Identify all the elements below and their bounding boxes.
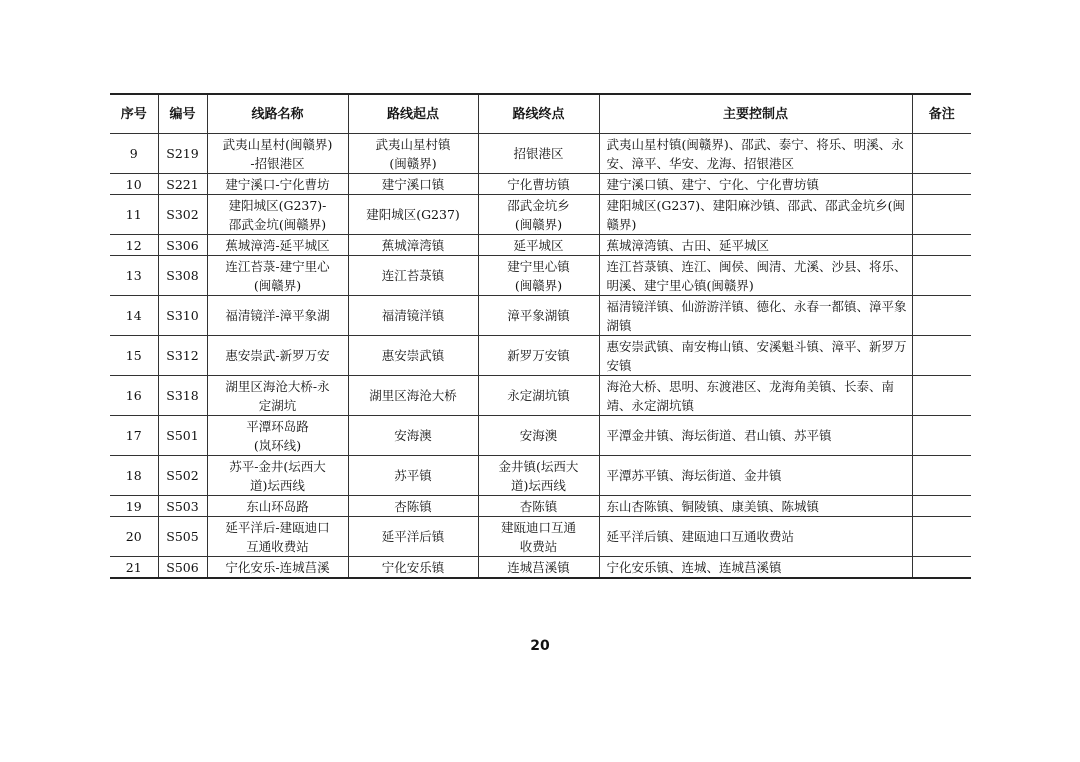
table-row xyxy=(110,174,971,195)
cell-code: S310 xyxy=(158,296,207,336)
cell-control: 惠安崇武镇、南安梅山镇、安溪魁斗镇、漳平、新罗万安镇 xyxy=(599,336,912,376)
cell-start: 湖里区海沧大桥 xyxy=(348,376,478,416)
cell-note xyxy=(912,256,971,296)
cell-start: 武夷山星村镇 (闽赣界) xyxy=(348,134,478,174)
cell-name: 建阳城区(G237)- 邵武金坑(闽赣界) xyxy=(207,195,348,235)
cell-name: 惠安崇武-新罗万安 xyxy=(207,336,348,376)
cell-start: 福清镜洋镇 xyxy=(348,296,478,336)
cell-control: 平潭苏平镇、海坛街道、金井镇 xyxy=(599,456,912,496)
table-row xyxy=(110,336,971,376)
cell-no: 20 xyxy=(110,517,158,557)
cell-no: 19 xyxy=(110,496,158,517)
header-code: 编号 xyxy=(158,94,207,134)
cell-start: 安海澳 xyxy=(348,416,478,456)
cell-name: 平潭环岛路 (岚环线) xyxy=(207,416,348,456)
cell-control: 建阳城区(G237)、建阳麻沙镇、邵武、邵武金坑乡(闽赣界) xyxy=(599,195,912,235)
cell-start: 苏平镇 xyxy=(348,456,478,496)
cell-start: 蕉城漳湾镇 xyxy=(348,235,478,256)
cell-name: 蕉城漳湾-延平城区 xyxy=(207,235,348,256)
table-row xyxy=(110,517,971,557)
cell-name: 建宁溪口-宁化曹坊 xyxy=(207,174,348,195)
cell-note xyxy=(912,456,971,496)
cell-no: 11 xyxy=(110,195,158,235)
cell-name: 湖里区海沧大桥-永 定湖坑 xyxy=(207,376,348,416)
cell-end: 宁化曹坊镇 xyxy=(478,174,599,195)
cell-end: 建宁里心镇 (闽赣界) xyxy=(478,256,599,296)
table-row xyxy=(110,456,971,496)
table-row xyxy=(110,235,971,256)
cell-name: 苏平-金井(坛西大 道)坛西线 xyxy=(207,456,348,496)
cell-start: 惠安崇武镇 xyxy=(348,336,478,376)
cell-note xyxy=(912,174,971,195)
cell-code: S302 xyxy=(158,195,207,235)
cell-code: S318 xyxy=(158,376,207,416)
table-row xyxy=(110,256,971,296)
cell-control: 蕉城漳湾镇、古田、延平城区 xyxy=(599,235,912,256)
cell-start: 延平洋后镇 xyxy=(348,517,478,557)
cell-name: 福清镜洋-漳平象湖 xyxy=(207,296,348,336)
cell-note xyxy=(912,134,971,174)
cell-end: 邵武金坑乡 (闽赣界) xyxy=(478,195,599,235)
cell-note xyxy=(912,517,971,557)
cell-name: 连江苔菉-建宁里心 (闽赣界) xyxy=(207,256,348,296)
cell-end: 漳平象湖镇 xyxy=(478,296,599,336)
cell-note xyxy=(912,195,971,235)
header-note: 备注 xyxy=(912,94,971,134)
table-row xyxy=(110,195,971,235)
header-control: 主要控制点 xyxy=(599,94,912,134)
cell-control: 海沧大桥、思明、东渡港区、龙海角美镇、长泰、南靖、永定湖坑镇 xyxy=(599,376,912,416)
cell-start: 杏陈镇 xyxy=(348,496,478,517)
table-body xyxy=(110,134,971,579)
page-number: 20 xyxy=(530,638,550,654)
cell-end: 连城莒溪镇 xyxy=(478,557,599,579)
cell-code: S308 xyxy=(158,256,207,296)
table-row xyxy=(110,496,971,517)
cell-end: 安海澳 xyxy=(478,416,599,456)
cell-end: 延平城区 xyxy=(478,235,599,256)
cell-no: 16 xyxy=(110,376,158,416)
cell-code: S306 xyxy=(158,235,207,256)
header-end: 路线终点 xyxy=(478,94,599,134)
cell-note xyxy=(912,416,971,456)
cell-code: S506 xyxy=(158,557,207,579)
header-row xyxy=(110,94,971,134)
cell-no: 17 xyxy=(110,416,158,456)
cell-no: 21 xyxy=(110,557,158,579)
cell-no: 12 xyxy=(110,235,158,256)
cell-start: 建宁溪口镇 xyxy=(348,174,478,195)
header-name: 线路名称 xyxy=(207,94,348,134)
cell-no: 9 xyxy=(110,134,158,174)
cell-end: 杏陈镇 xyxy=(478,496,599,517)
cell-end: 永定湖坑镇 xyxy=(478,376,599,416)
cell-end: 新罗万安镇 xyxy=(478,336,599,376)
table-row xyxy=(110,376,971,416)
cell-control: 武夷山星村镇(闽赣界)、邵武、泰宁、将乐、明溪、永安、漳平、华安、龙海、招银港区 xyxy=(599,134,912,174)
cell-code: S505 xyxy=(158,517,207,557)
cell-end: 招银港区 xyxy=(478,134,599,174)
table-row xyxy=(110,557,971,579)
cell-end: 金井镇(坛西大 道)坛西线 xyxy=(478,456,599,496)
cell-note xyxy=(912,235,971,256)
cell-note xyxy=(912,336,971,376)
cell-code: S219 xyxy=(158,134,207,174)
cell-control: 平潭金井镇、海坛街道、君山镇、苏平镇 xyxy=(599,416,912,456)
cell-control: 东山杏陈镇、铜陵镇、康美镇、陈城镇 xyxy=(599,496,912,517)
cell-start: 宁化安乐镇 xyxy=(348,557,478,579)
cell-control: 延平洋后镇、建瓯迪口互通收费站 xyxy=(599,517,912,557)
cell-code: S502 xyxy=(158,456,207,496)
cell-code: S312 xyxy=(158,336,207,376)
cell-no: 18 xyxy=(110,456,158,496)
cell-control: 宁化安乐镇、连城、连城莒溪镇 xyxy=(599,557,912,579)
cell-code: S501 xyxy=(158,416,207,456)
header-no: 序号 xyxy=(110,94,158,134)
cell-name: 武夷山星村(闽赣界) -招银港区 xyxy=(207,134,348,174)
cell-start: 连江苔菉镇 xyxy=(348,256,478,296)
cell-note xyxy=(912,376,971,416)
cell-name: 东山环岛路 xyxy=(207,496,348,517)
table-row xyxy=(110,134,971,174)
cell-control: 建宁溪口镇、建宁、宁化、宁化曹坊镇 xyxy=(599,174,912,195)
cell-no: 15 xyxy=(110,336,158,376)
cell-control: 福清镜洋镇、仙游游洋镇、德化、永春一都镇、漳平象湖镇 xyxy=(599,296,912,336)
cell-code: S503 xyxy=(158,496,207,517)
cell-note xyxy=(912,496,971,517)
cell-control: 连江苔菉镇、连江、闽侯、闽清、尤溪、沙县、将乐、明溪、建宁里心镇(闽赣界) xyxy=(599,256,912,296)
cell-no: 10 xyxy=(110,174,158,195)
table-row xyxy=(110,296,971,336)
cell-end: 建瓯迪口互通 收费站 xyxy=(478,517,599,557)
cell-start: 建阳城区(G237) xyxy=(348,195,478,235)
cell-no: 14 xyxy=(110,296,158,336)
header-start: 路线起点 xyxy=(348,94,478,134)
cell-name: 宁化安乐-连城莒溪 xyxy=(207,557,348,579)
road-table xyxy=(110,93,971,579)
table-row xyxy=(110,416,971,456)
cell-code: S221 xyxy=(158,174,207,195)
cell-note xyxy=(912,557,971,579)
cell-no: 13 xyxy=(110,256,158,296)
cell-name: 延平洋后-建瓯迪口 互通收费站 xyxy=(207,517,348,557)
cell-note xyxy=(912,296,971,336)
